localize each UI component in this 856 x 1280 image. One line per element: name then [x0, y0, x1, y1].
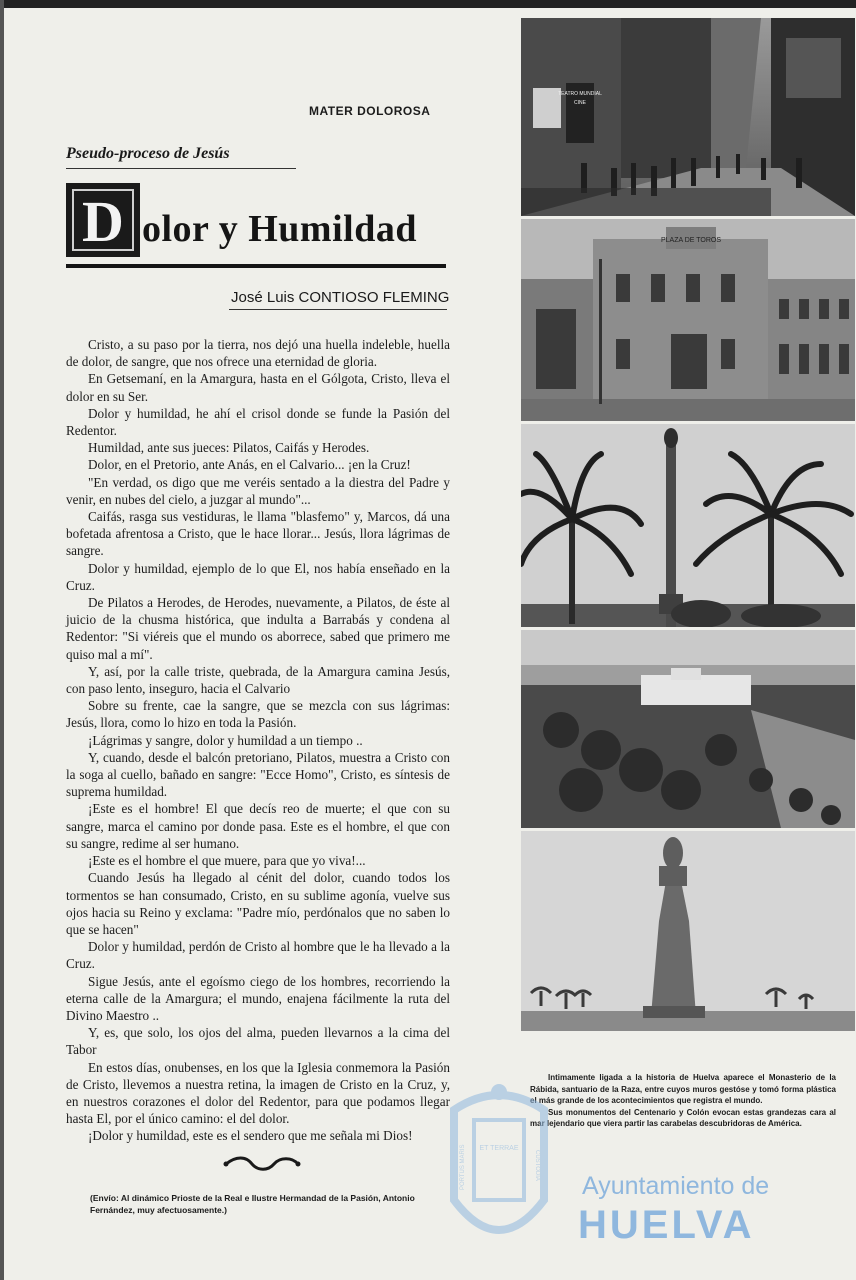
flourish-ornament: [222, 1155, 302, 1173]
photo-monument: [521, 831, 855, 1031]
paragraph: Dolor y humildad, perdón de Cristo al hombre que le ha llevado a la Cruz.: [66, 939, 450, 972]
pre-title-underline: [66, 168, 296, 169]
monument-image: [521, 831, 855, 1031]
bullring-sign: PLAZA DE TOROS: [660, 237, 722, 244]
author-underline: [229, 309, 447, 310]
watermark-shield-top: ET TERRAE: [479, 1145, 519, 1152]
paragraph: "En verdad, os digo que me veréis sentado a la diestra del Padre y venir, en nubes del cielo, a juzgar al mundo"...: [66, 474, 450, 507]
paragraph: Sigue Jesús, ante el egoísmo ciego de los hombres, recorriendo la eterna calle de la Amargura; el mundo, enajena fácilmente la ruta del Divino Maestro ..: [66, 973, 450, 1023]
paragraph: ¡Este es el hombre! El que decís reo de muerte; el que con su sangre, marca el camino por donde pasa. Este es el hombre, el que con su sangre, redime al ser humano.: [66, 801, 450, 851]
caption-paragraph: Sus monumentos del Centenario y Colón evocan estas grandezas cara al mar lejendario que viera partir las carabelas descubridoras de América.: [530, 1107, 836, 1128]
watermark-shield-right: CUSTODIA: [534, 1150, 540, 1181]
palms-column-image: [521, 424, 855, 627]
article-title: olor y Humildad: [142, 208, 417, 250]
watermark-line-1: Ayuntamiento de: [582, 1172, 770, 1200]
paragraph: En estos días, onubenses, en los que la Iglesia conmemora la Pasión de Cristo, llevemos a nuestra retina, la imagen de Cristo en la Cruz, y, en nuestros corazones el dolor del Redentor, para que podamos llegar hasta El, por el único camino: el del dolor.: [66, 1059, 450, 1127]
scan-edge-left: [0, 0, 4, 1280]
photo-palms-column: [521, 424, 855, 627]
photo-monastery: [521, 630, 855, 828]
dedication-note: (Envío: Al dinámico Prioste de la Real e Ilustre Hermandad de la Pasión, Antonio Fernández, muy afectuosamente.): [90, 1193, 415, 1215]
paragraph: Sobre su frente, cae la sangre, que se mezcla con sus lágrimas: Jesús, llora, como lo hizo en toda la Pasión.: [66, 698, 450, 731]
paragraph: Y, cuando, desde el balcón pretoriano, Pilatos, muestra a Cristo con la soga al cuello, bañado en sangre: "Ecce Homo", Cristo, es síntesis de suprema humildad.: [66, 749, 450, 800]
cinema-sign: TEATRO MUNDIAL: [558, 91, 602, 97]
photo-bullring: [521, 219, 855, 421]
photo-street-scene: [521, 18, 855, 216]
pre-title: Pseudo-proceso de Jesús: [66, 145, 230, 162]
monastery-image: [521, 630, 855, 828]
paragraph: Cristo, a su paso por la tierra, nos dejó una huella indeleble, huella de dolor, de sangre, que nos ofrece una eternidad de gloria.: [66, 337, 450, 370]
section-header: MATER DOLOROSA: [309, 104, 431, 118]
title-rule: [66, 264, 446, 268]
paragraph: Humildad, ante sus jueces: Pilatos, Caifás y Herodes.: [88, 440, 370, 456]
caption-paragraph: Intimamente ligada a la historia de Huelva aparece el Monasterio de la Rábida, santuario de la Raza, entre cuyos muros gestóse y tomó forma plástica el más grande de los acontecimientos que registra el mundo.: [530, 1073, 836, 1105]
author-byline: José Luis CONTIOSO FLEMING: [231, 289, 450, 306]
paragraph: Dolor, en el Pretorio, ante Anás, en el Calvario... ¡en la Cruz!: [88, 457, 411, 473]
cinema-sign-sub: CINE: [574, 100, 586, 106]
watermark-line-2: HUELVA: [578, 1203, 755, 1247]
paragraph: Caifás, rasga sus vestiduras, le llama "blasfemo" y, Marcos, dá una bofetada afrentosa a Cristo, que le hace llorar... Jesús, llora lágrimas de sangre.: [66, 509, 450, 559]
paragraph: Dolor y humildad, he ahí el crisol donde se funde la Pasión del Redentor.: [66, 405, 450, 439]
paragraph: ¡Este es el hombre el que muere, para que yo viva!...: [88, 853, 366, 869]
paragraph: Dolor y humildad, ejemplo de lo que El, nos había enseñado en la Cruz.: [66, 560, 450, 593]
paragraph: De Pilatos a Herodes, de Herodes, nuevamente, a Pilatos, de éste al juicio de la chusma histórica, que indulta a Barrabás y condena al Redentor: "Si viéreis que el mundo os aborrece, sabed que primero me quiso mal a mí".: [66, 595, 450, 662]
watermark-shield-left: PORTUS MARIS: [460, 1144, 466, 1190]
paragraph: ¡Lágrimas y sangre, dolor y humildad a un tiempo ..: [88, 732, 363, 748]
paragraph: Y, es, que solo, los ojos del alma, pueden llevarnos a la cima del Tabor: [66, 1025, 450, 1058]
paragraph: Cuando Jesús ha llegado al cénit del dolor, cuando todos los tormentos se han consumado, Cristo, en su sublime agonía, vuelve sus ojos hacia su Reino y exclama: "Padre mío, perdónalos que no saben lo que se hacen": [66, 870, 450, 937]
paragraph: En Getsemaní, en la Amargura, hasta en el Gólgota, Cristo, lleva el dolor en su Ser.: [66, 371, 450, 404]
bullring-image: [521, 219, 855, 421]
street-scene-image: [521, 18, 855, 216]
illuminated-initial: [66, 183, 140, 257]
paragraph: ¡Dolor y humildad, este es el sendero que me señala mi Dios!: [88, 1128, 413, 1144]
scan-edge-top: [0, 0, 856, 8]
paragraph: Y, así, por la calle triste, quebrada, de la Amargura camina Jesús, con paso lento, inseguro, hacia el Calvario: [66, 663, 450, 697]
initial-letter: D: [72, 189, 134, 251]
article-body: [66, 336, 450, 1145]
